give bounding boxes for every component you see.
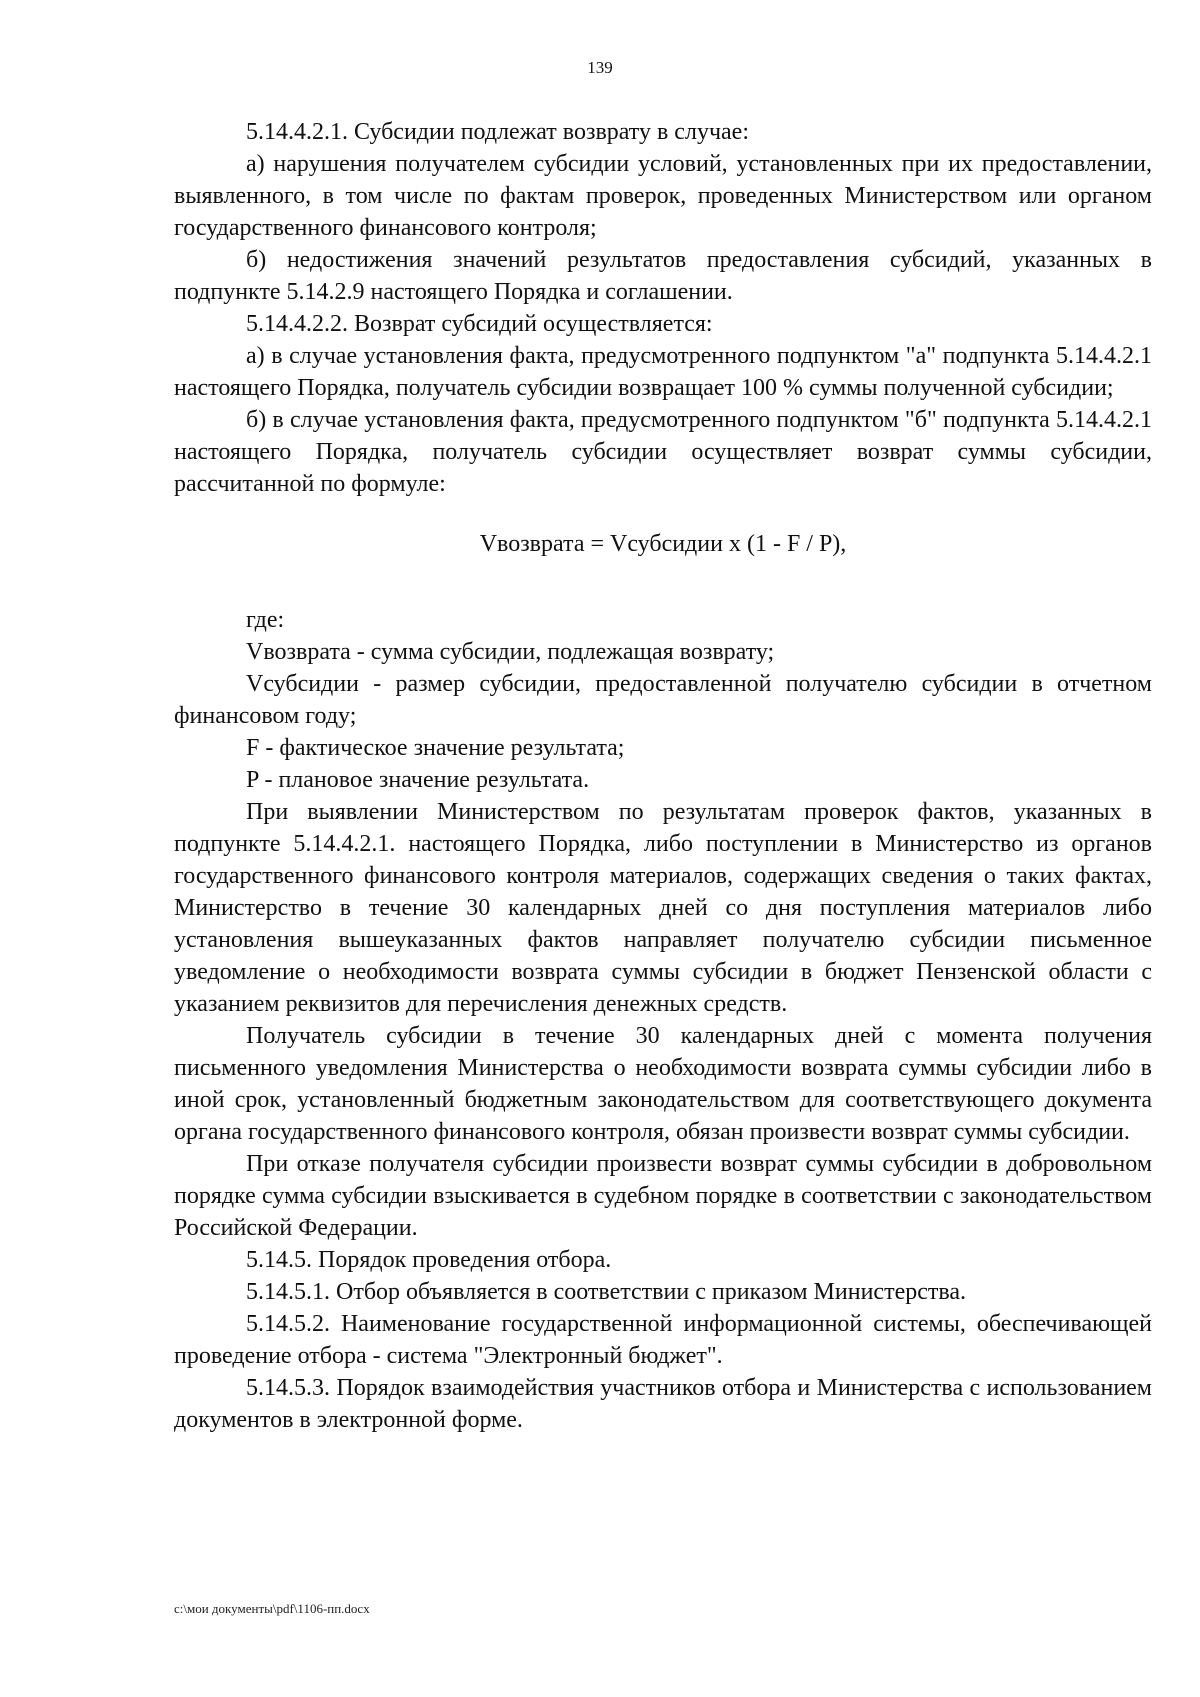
- paragraph: P - плановое значение результата.: [246, 767, 590, 793]
- paragraph: где:: [246, 607, 285, 633]
- paragraph: а) нарушения получателем субсидии условий, установленных при их предоставлении, выявленного, в том числе по фактам проверок, проведенных Министерством или органом государственного финансового контроля;: [174, 151, 1152, 241]
- page-number: 139: [587, 58, 613, 77]
- paragraph: Vсубсидии - размер субсидии, предоставленной получателю субсидии в отчетном финансовом году;: [174, 671, 1152, 729]
- paragraph: 5.14.4.2.2. Возврат субсидий осуществляется:: [246, 311, 713, 337]
- paragraph: Vвозврата - сумма субсидии, подлежащая возврату;: [246, 639, 775, 665]
- paragraph: 5.14.5.2. Наименование государственной информационной системы, обеспечивающей проведение отбора - система "Электронный бюджет".: [174, 1311, 1152, 1369]
- paragraph: а) в случае установления факта, предусмотренного подпунктом "а" подпункта 5.14.4.2.1 настоящего Порядка, получатель субсидии возвращает 100 % суммы полученной субсидии;: [174, 343, 1152, 401]
- paragraph: 5.14.5.3. Порядок взаимодействия участников отбора и Министерства с использованием документов в электронной форме.: [174, 1375, 1152, 1433]
- document-body: [174, 116, 1152, 1436]
- paragraph: 5.14.4.2.1. Субсидии подлежат возврату в случае:: [246, 119, 749, 145]
- paragraph: При выявлении Министерством по результатам проверок фактов, указанных в подпункте 5.14.4.2.1. настоящего Порядка, либо поступлении в Министерство из органов государственного финансового контроля материалов, содержащих сведения о таких фактах, Министерство в течение 30 календарных дней со дня поступления материалов либо установления вышеуказанных фактов направляет получателю субсидии письменное уведомление о необходимости возврата суммы субсидии в бюджет Пензенской области с указанием реквизитов для перечисления денежных средств.: [174, 799, 1152, 1017]
- paragraph: 5.14.5. Порядок проведения отбора.: [246, 1247, 612, 1273]
- paragraph: При отказе получателя субсидии произвести возврат суммы субсидии в добровольном порядке сумма субсидии взыскивается в судебном порядке в соответствии с законодательством Российской Федерации.: [174, 1151, 1152, 1241]
- paragraph: б) в случае установления факта, предусмотренного подпунктом "б" подпункта 5.14.4.2.1 настоящего Порядка, получатель субсидии осуществляет возврат суммы субсидии, рассчитанной по формуле:: [174, 407, 1152, 497]
- paragraph: F - фактическое значение результата;: [246, 735, 625, 761]
- paragraph: Получатель субсидии в течение 30 календарных дней с момента получения письменного уведомления Министерства о необходимости возврата суммы субсидии либо в иной срок, установленный бюджетным законодательством для соответствующего документа органа государственного финансового контроля, обязан произвести возврат суммы субсидии.: [174, 1023, 1152, 1145]
- formula: Vвозврата = Vсубсидии x (1 - F / P),: [479, 531, 847, 557]
- paragraph: 5.14.5.1. Отбор объявляется в соответствии с приказом Министерства.: [246, 1279, 967, 1305]
- paragraph: б) недостижения значений результатов предоставления субсидий, указанных в подпункте 5.14.2.9 настоящего Порядка и соглашении.: [174, 247, 1152, 305]
- footer-file-path: c:\мои документы\pdf\1106-пп.docx: [174, 1601, 370, 1616]
